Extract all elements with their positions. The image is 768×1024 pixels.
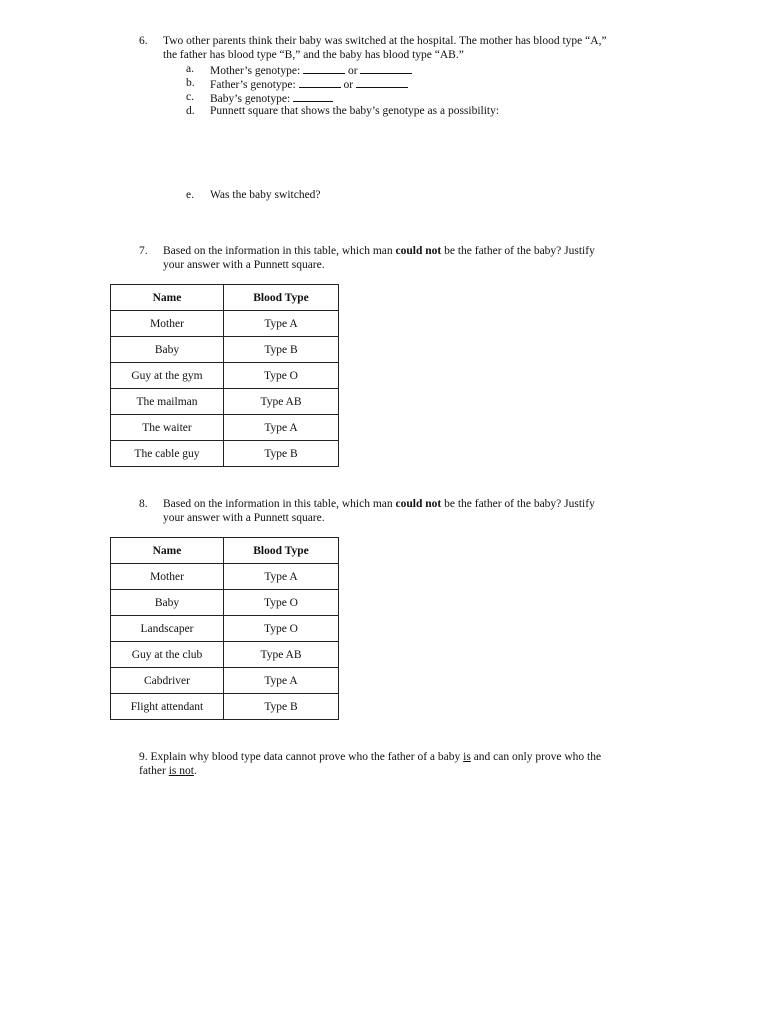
q9-underlined-is-not: is not [168, 765, 194, 777]
cell-name: Flight attendant [111, 694, 224, 720]
q6-item-a-label: Mother’s genotype: [210, 65, 301, 77]
table-row [111, 564, 339, 590]
cell-blood-type: Type A [224, 564, 339, 590]
q6-item-b-label: Father’s genotype: [210, 79, 296, 91]
question-9 [139, 750, 669, 778]
cell-name: Mother [111, 311, 224, 337]
header-name: Name [111, 538, 224, 564]
cell-name: The mailman [111, 389, 224, 415]
father-genotype-blank-1[interactable] [299, 76, 341, 88]
table-row [111, 668, 339, 694]
cell-blood-type: Type O [224, 363, 339, 389]
table-row [111, 590, 339, 616]
question-6-text [163, 34, 663, 62]
question-8-text [163, 497, 663, 525]
q6-item-c-letter: c. [186, 91, 194, 103]
q9-line-1-start: 9. Explain why blood type data cannot prove who the father of a baby [139, 751, 464, 763]
q6-item-e-label: Was the baby switched? [210, 189, 321, 201]
table-header-row [111, 538, 339, 564]
q7-could-not: could not [395, 245, 442, 257]
q6-item-a-or: or [347, 65, 358, 77]
blood-type-table-q8 [110, 537, 339, 720]
cell-name: Mother [111, 564, 224, 590]
header-blood-type: Blood Type [224, 538, 339, 564]
mother-genotype-blank-2[interactable] [360, 62, 412, 74]
mother-genotype-blank-1[interactable] [303, 62, 345, 74]
q8-line-1-end: be the father of the baby? Justify [441, 498, 595, 510]
cell-name: The cable guy [111, 441, 224, 467]
q7-line-1-end: be the father of the baby? Justify [441, 245, 595, 257]
q6-item-c-label: Baby’s genotype: [210, 93, 291, 105]
q6-item-d-label: Punnett square that shows the baby’s genotype as a possibility: [210, 105, 500, 117]
cell-name: Cabdriver [111, 668, 224, 694]
header-name: Name [111, 285, 224, 311]
cell-blood-type: Type B [224, 441, 339, 467]
q9-line-2-end: . [193, 765, 197, 777]
q6-item-e-letter: e. [186, 189, 194, 201]
cell-name: Baby [111, 337, 224, 363]
question-8-line-2: your answer with a Punnett square. [163, 512, 325, 524]
q6-item-a-letter: a. [186, 63, 194, 75]
table-row [111, 415, 339, 441]
baby-genotype-blank[interactable] [293, 90, 333, 102]
table-row [111, 694, 339, 720]
cell-blood-type: Type O [224, 616, 339, 642]
cell-blood-type: Type A [224, 311, 339, 337]
cell-blood-type: Type B [224, 694, 339, 720]
cell-name: Guy at the gym [111, 363, 224, 389]
question-7-line-2: your answer with a Punnett square. [163, 259, 325, 271]
question-7-number: 7. [139, 245, 148, 257]
question-7-text [163, 244, 663, 272]
question-9-line-2 [139, 764, 669, 778]
question-8-line-1 [163, 497, 663, 511]
cell-blood-type: Type AB [224, 389, 339, 415]
cell-name: Landscaper [111, 616, 224, 642]
q6-item-d-letter: d. [186, 105, 195, 117]
question-7-line-1 [163, 244, 663, 258]
cell-name: Guy at the club [111, 642, 224, 668]
question-6-line-1: Two other parents think their baby was switched at the hospital. The mother has blood type “A,” [163, 35, 607, 47]
cell-name: The waiter [111, 415, 224, 441]
q6-item-b-letter: b. [186, 77, 195, 89]
table-header-row [111, 285, 339, 311]
q7-line-1-start: Based on the information in this table, which man [163, 245, 396, 257]
table-row [111, 337, 339, 363]
cell-blood-type: Type A [224, 668, 339, 694]
cell-blood-type: Type B [224, 337, 339, 363]
q9-line-2-start: father [139, 765, 169, 777]
q8-could-not: could not [395, 498, 442, 510]
blood-type-table-q7 [110, 284, 339, 467]
q9-underlined-is: is [463, 751, 471, 763]
table-row [111, 616, 339, 642]
cell-blood-type: Type A [224, 415, 339, 441]
question-6-line-2: the father has blood type “B,” and the baby has blood type “AB.” [163, 49, 464, 61]
table-row [111, 311, 339, 337]
cell-name: Baby [111, 590, 224, 616]
question-8-number: 8. [139, 498, 148, 510]
q8-line-1-start: Based on the information in this table, which man [163, 498, 396, 510]
q9-line-1-end: and can only prove who the [470, 751, 602, 763]
cell-blood-type: Type AB [224, 642, 339, 668]
table-row [111, 642, 339, 668]
header-blood-type: Blood Type [224, 285, 339, 311]
table-row [111, 363, 339, 389]
table-row [111, 389, 339, 415]
question-6-number: 6. [139, 35, 148, 47]
father-genotype-blank-2[interactable] [356, 76, 408, 88]
question-9-line-1 [139, 750, 669, 764]
cell-blood-type: Type O [224, 590, 339, 616]
q6-item-b-or: or [343, 79, 354, 91]
table-row [111, 441, 339, 467]
